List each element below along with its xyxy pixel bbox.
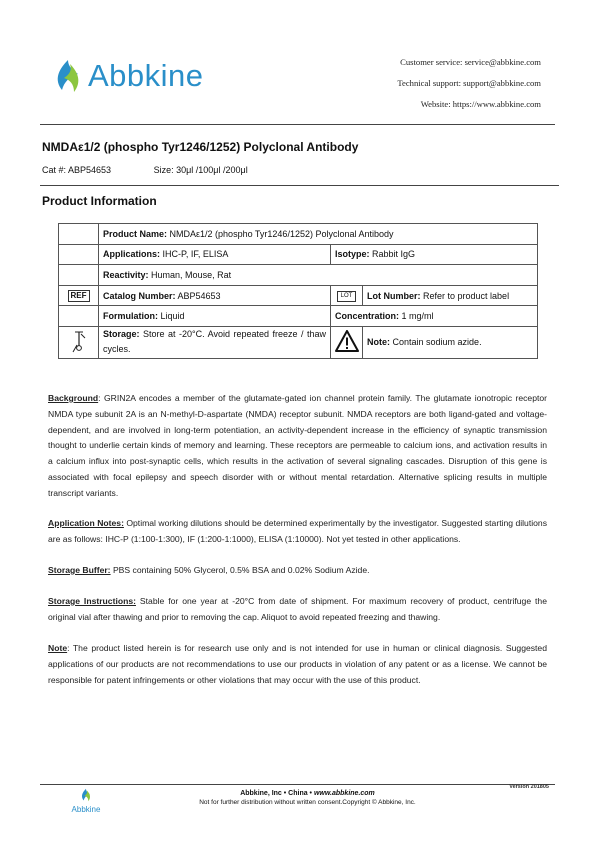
- customer-service-line: Customer service: service@abbkine.com: [400, 57, 541, 67]
- footer-logo-text: Abbkine: [71, 805, 101, 814]
- lot-icon-cell: [331, 285, 363, 306]
- lot-number-cell: Lot Number: Refer to product label: [363, 285, 538, 306]
- storage-instructions-text: Stable for one year at -20°C from date of shipment. For maximum recovery of product, centrifuge the original vial after thawing and prior to removing the cap. Aliquot to avoid repeated freezing and thawing.: [48, 596, 547, 622]
- icon-cell: [59, 244, 99, 265]
- ref-icon: REF: [68, 290, 90, 302]
- warning-icon: [335, 330, 359, 352]
- footer-company: Abbkine, Inc: [240, 790, 282, 797]
- meta-divider: [40, 185, 559, 186]
- leaf-logo-icon: [52, 58, 84, 94]
- lot-icon: LOT: [337, 291, 357, 302]
- storage-cell: Storage: Store at -20°C. Avoid repeated freeze / thaw cycles.: [99, 326, 331, 358]
- storage-buffer-paragraph: [48, 563, 547, 579]
- footer-website[interactable]: www.abbkine.com: [313, 790, 375, 797]
- technical-support-line: Technical support: support@abbkine.com: [397, 78, 541, 88]
- section-title: Product Information: [42, 194, 157, 208]
- product-title: NMDAε1/2 (phospho Tyr1246/1252) Polyclonal Antibody: [42, 140, 359, 154]
- product-meta: [42, 165, 248, 175]
- isotype-cell: Isotype: Rabbit IgG: [331, 244, 538, 265]
- icon-cell: [59, 265, 99, 286]
- product-size: Size: 30μl /100μl /200μl: [153, 165, 248, 175]
- reactivity-cell: Reactivity: Human, Mouse, Rat: [99, 265, 538, 286]
- background-paragraph: [48, 391, 547, 502]
- thermometer-icon: [71, 328, 87, 354]
- note-paragraph: [48, 641, 547, 688]
- table-row: [59, 244, 538, 265]
- footer-company-line: [0, 790, 595, 797]
- thermometer-icon-cell: [59, 326, 99, 358]
- brand-logo: [52, 56, 204, 96]
- storage-buffer-label: Storage Buffer:: [48, 565, 111, 575]
- application-notes-text: Optimal working dilutions should be determined experimentally by the investigator. Suggested starting dilutions are as follows: IHC-P (1:100-1:300), IF (1:200-1:1000), ELISA (1:10000). Not yet tested in other applications.: [48, 518, 547, 544]
- website-line: Website: https://www.abbkine.com: [420, 99, 541, 109]
- formulation-cell: Formulation: Liquid: [99, 306, 331, 327]
- footer-disclaimer: Not for further distribution without written consent.Copyright © Abbkine, Inc.: [199, 799, 416, 806]
- table-row: [59, 306, 538, 327]
- icon-cell: [59, 224, 99, 245]
- storage-instructions-paragraph: [48, 594, 547, 626]
- version-label: Version 201805: [509, 784, 549, 790]
- warning-icon-cell: [331, 326, 363, 358]
- application-notes-label: Application Notes:: [48, 518, 124, 528]
- icon-cell: [59, 306, 99, 327]
- footer-separator: • China •: [281, 790, 314, 797]
- catalog-number: Cat #: ABP54653: [42, 165, 112, 175]
- concentration-cell: Concentration: 1 mg/ml: [331, 306, 538, 327]
- note-label: Note: [48, 643, 68, 653]
- footer-divider: [40, 784, 555, 785]
- header-divider: [40, 124, 555, 125]
- applications-cell: Applications: IHC-P, IF, ELISA: [99, 244, 331, 265]
- product-name-cell: Product Name: NMDAε1/2 (phospho Tyr1246/1252) Polyclonal Antibody: [99, 224, 538, 245]
- table-row: [59, 224, 538, 245]
- contact-block: [397, 52, 541, 115]
- table-row: [59, 285, 538, 306]
- table-row: [59, 326, 538, 358]
- ref-icon-cell: [59, 285, 99, 306]
- note-cell: Note: Contain sodium azide.: [363, 326, 538, 358]
- catalog-number-cell: Catalog Number: ABP54653: [99, 285, 331, 306]
- application-notes-paragraph: [48, 516, 547, 548]
- product-info-table: [58, 223, 538, 359]
- background-label: Background: [48, 393, 99, 403]
- storage-buffer-text: PBS containing 50% Glycerol, 0.5% BSA and 0.02% Sodium Azide.: [110, 565, 370, 575]
- note-text: : The product listed herein is for research use only and is not intended for use in human or clinical diagnosis. Suggested applications of our products are not recommendations to use our products in violation of any patent or as a license. We cannot be responsible for patent infringements or other violations that may occur with the use of this product.: [48, 643, 547, 685]
- brand-name: Abbkine: [88, 58, 204, 93]
- storage-instructions-label: Storage Instructions:: [48, 596, 136, 606]
- table-row: [59, 265, 538, 286]
- background-text: : GRIN2A encodes a member of the glutamate-gated ion channel protein family. The glutamate ionotropic receptor NMDA type subunit 2A is an N-methyl-D-aspartate (NMDA) receptor subunit. NMDA receptors are both ligand-gated and voltage-dependent, and are involved in long-term potentiation, an activity-dependent increase in the efficiency of synaptic transmission thought to underlie certain kinds of memory and learning. These receptors are permeable to calcium ions, and activation results in a calcium influx into post-synaptic cells, which results in the activation of several signaling cascades. Disruption of this gene is associated with focal epilepsy and speech disorder with or without mental retardation. Alternative splicing results in multiple transcript variants.: [48, 393, 547, 498]
